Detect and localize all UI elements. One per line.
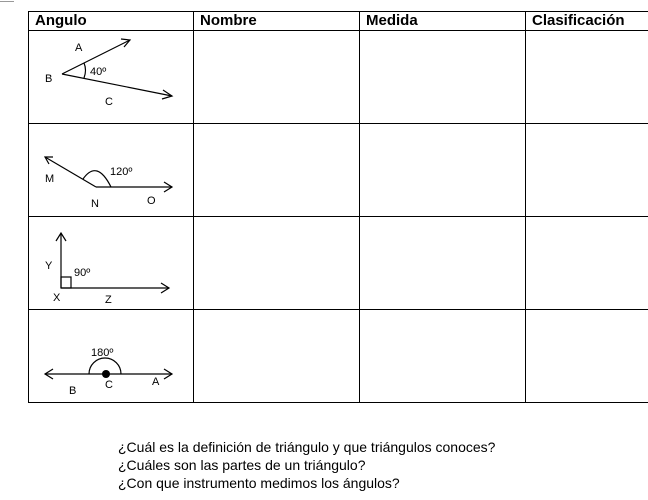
- medida-cell[interactable]: [360, 31, 526, 124]
- vertex-label-c: C: [105, 379, 113, 391]
- nombre-cell[interactable]: [194, 310, 360, 403]
- header-medida: Medida: [360, 12, 526, 31]
- vertex-label-b: B: [45, 73, 53, 85]
- angle-cell: [29, 31, 194, 124]
- vertex-label-z: Z: [105, 294, 112, 306]
- nombre-cell[interactable]: [194, 124, 360, 217]
- vertex-label-a: A: [152, 376, 160, 388]
- angles-table: [28, 11, 648, 403]
- questions-list: [118, 438, 495, 492]
- vertex-label-y: Y: [45, 260, 53, 272]
- angle-cell: [29, 310, 194, 403]
- header-nombre: Nombre: [194, 12, 360, 31]
- medida-cell[interactable]: [360, 217, 526, 310]
- angle-180-diagram: [29, 310, 194, 402]
- measure-label: 120º: [110, 166, 133, 178]
- table-row: [29, 31, 648, 124]
- angle-120-diagram: [29, 124, 194, 216]
- table-header-row: [29, 12, 648, 31]
- question-1: ¿Cuál es la definición de triángulo y que triángulos conoces?: [118, 439, 496, 455]
- angle-40-diagram: [29, 31, 194, 123]
- vertex-label-a: A: [75, 42, 83, 54]
- vertex-label-o: O: [147, 195, 156, 207]
- question-3: ¿Con que instrumento medimos los ángulos?: [118, 475, 400, 491]
- angle-cell: [29, 124, 194, 217]
- vertex-label-m: M: [45, 173, 55, 185]
- measure-label: 40º: [90, 66, 107, 78]
- header-angulo: Angulo: [29, 12, 194, 31]
- table-row: [29, 124, 648, 217]
- scan-mark: [0, 0, 14, 3]
- table-row: [29, 310, 648, 403]
- angle-90-diagram: [29, 217, 194, 309]
- medida-cell[interactable]: [360, 310, 526, 403]
- measure-label: 90º: [74, 267, 91, 279]
- medida-cell[interactable]: [360, 124, 526, 217]
- clasificacion-cell[interactable]: [526, 310, 648, 403]
- clasificacion-cell[interactable]: [526, 124, 648, 217]
- clasificacion-cell[interactable]: [526, 31, 648, 124]
- vertex-label-c: C: [105, 96, 113, 108]
- vertex-label-x: X: [53, 292, 61, 304]
- question-2: ¿Cuáles son las partes de un triángulo?: [118, 457, 366, 473]
- measure-label: 180º: [91, 347, 114, 359]
- clasificacion-cell[interactable]: [526, 217, 648, 310]
- vertex-label-b: B: [69, 385, 77, 397]
- header-clasificacion: Clasificación: [526, 12, 648, 31]
- angle-cell: [29, 217, 194, 310]
- nombre-cell[interactable]: [194, 217, 360, 310]
- nombre-cell[interactable]: [194, 31, 360, 124]
- table-row: [29, 217, 648, 310]
- vertex-label-n: N: [91, 198, 99, 210]
